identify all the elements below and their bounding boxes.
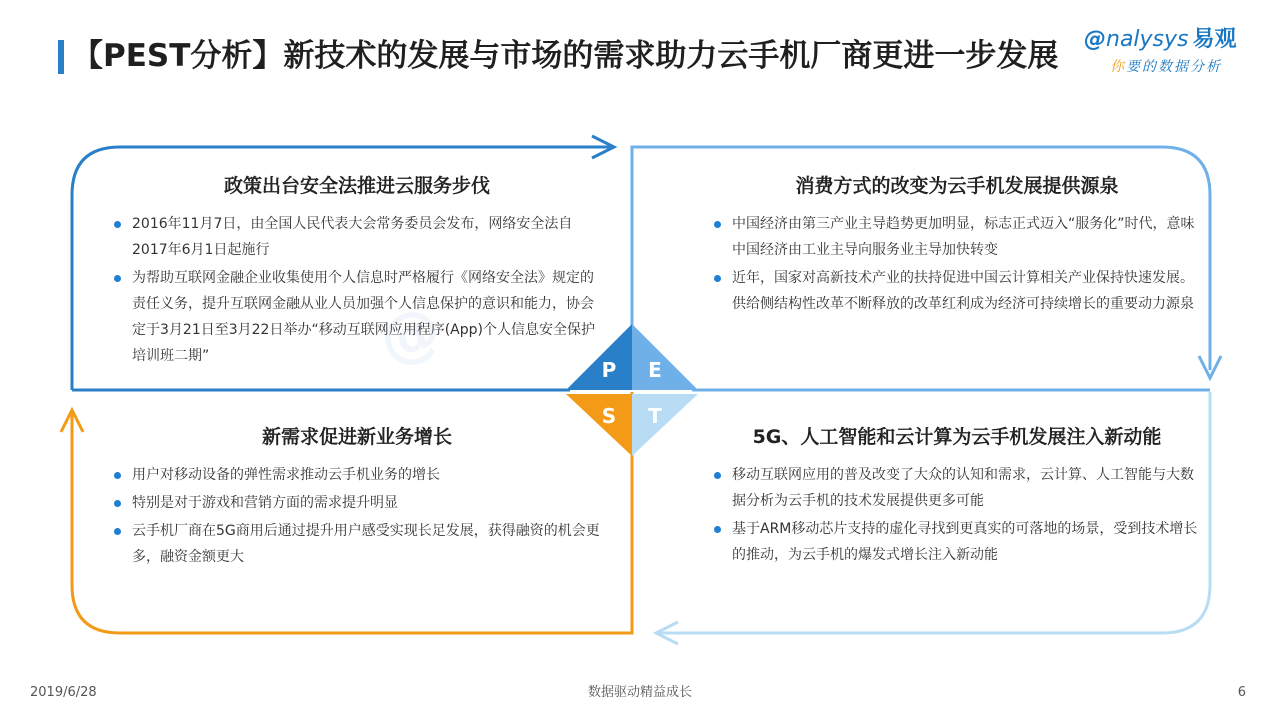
list-item: 用户对移动设备的弹性需求推动云手机业务的增长	[112, 462, 602, 488]
political-heading: 政策出台安全法推进云服务步伐	[223, 175, 490, 197]
social-quadrant	[112, 424, 602, 572]
page-title: 【PEST分析】新技术的发展与市场的需求助力云手机厂商更进一步发展	[72, 38, 1059, 74]
footer-slogan: 数据驱动精益成长	[587, 685, 692, 700]
page-number: 6	[1237, 685, 1246, 700]
list-item: 特别是对于游戏和营销方面的需求提升明显	[112, 490, 602, 516]
p-letter: P	[601, 358, 617, 382]
t-letter: T	[648, 404, 662, 428]
logo-slogan-first: 你	[1110, 59, 1126, 75]
list-item: 中国经济由第三产业主导趋势更加明显，标志正式迈入“服务化”时代，意味中国经济由工业主导向服务业主导加快转变	[712, 211, 1202, 263]
list-item: 2016年11月7日，由全国人民代表大会常务委员会发布，网络安全法自2017年6月1日起施行	[112, 211, 602, 263]
technological-quadrant	[712, 424, 1202, 570]
political-list	[112, 211, 602, 369]
logo-brand: nalysys	[1106, 27, 1189, 52]
s-letter: S	[601, 404, 617, 428]
economic-quadrant	[712, 173, 1202, 319]
political-quadrant	[112, 173, 602, 371]
social-list	[112, 462, 602, 570]
list-item: 移动互联网应用的普及改变了大众的认知和需求，云计算、人工智能与大数据分析为云手机的技术发展提供更多可能	[712, 462, 1202, 514]
list-item: 基于ARM移动芯片支持的虚化寻找到更真实的可落地的场景，受到技术增长的推动，为云手机的爆发式增长注入新动能	[712, 516, 1202, 568]
economic-heading: 消费方式的改变为云手机发展提供源泉	[795, 175, 1119, 197]
e-letter: E	[648, 358, 662, 382]
economic-list	[712, 211, 1202, 317]
list-item: 为帮助互联网金融企业收集使用个人信息时严格履行《网络安全法》规定的责任义务，提升互联网金融从业人员加强个人信息保护的意识和能力，协会定于3月21日至3月22日举办“移动互联网应用程序(App)个人信息安全保护培训班二期”	[112, 265, 602, 369]
technological-heading: 5G、人工智能和云计算为云手机发展注入新动能	[752, 426, 1162, 448]
logo-brand-cn: 易观	[1192, 27, 1237, 52]
social-heading: 新需求促进新业务增长	[261, 426, 452, 448]
logo-slogan-rest: 要的数据分析	[1126, 59, 1222, 75]
technological-list	[712, 462, 1202, 568]
footer-date: 2019/6/28	[30, 685, 97, 700]
logo-a-icon: @	[1084, 27, 1106, 52]
list-item: 近年，国家对高新技术产业的扶持促进中国云计算相关产业保持快速发展。供给侧结构性改革不断释放的改革红利成为经济可持续增长的重要动力源泉	[712, 265, 1202, 317]
watermark-logo: @	[369, 291, 451, 379]
list-item: 云手机厂商在5G商用后通过提升用户感受实现长足发展，获得融资的机会更多，融资金额更大	[112, 518, 602, 570]
